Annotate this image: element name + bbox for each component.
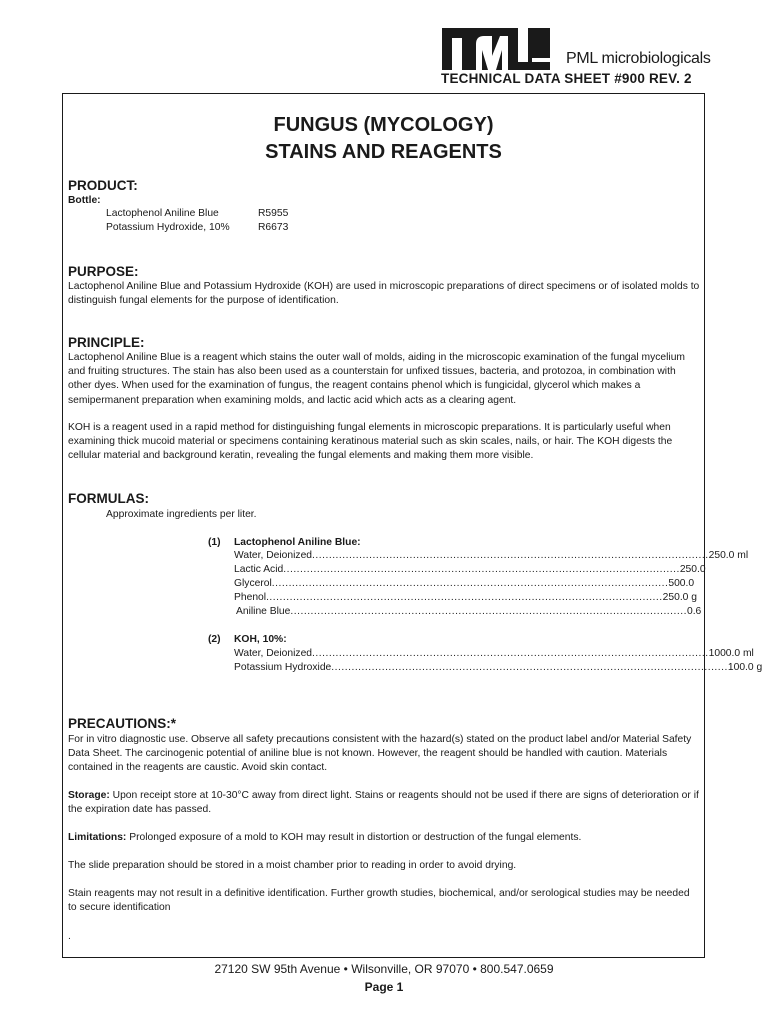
ingredient-name: Aniline Blue bbox=[236, 606, 291, 617]
formula-row bbox=[234, 563, 706, 577]
formulas-intro: Approximate ingredients per liter. bbox=[106, 509, 257, 520]
leader-dots: ...................................................................................................................... bbox=[312, 648, 709, 659]
brand-name: PML microbiologicals bbox=[566, 50, 711, 67]
leader-dots: ...................................................................................................................... bbox=[290, 606, 687, 617]
storage-paragraph bbox=[68, 789, 700, 817]
ingredient-amount: 100.0 g bbox=[727, 662, 763, 673]
ingredient-amount: 500.0 bbox=[668, 578, 695, 589]
formula-name: Lactophenol Aniline Blue: bbox=[234, 537, 361, 548]
limitations-text: Prolonged exposure of a mold to KOH may result in distortion or destruction of the fungal elements. bbox=[126, 832, 582, 843]
ingredient-name: Phenol bbox=[234, 592, 267, 603]
precautions-heading: PRECAUTIONS:* bbox=[68, 716, 177, 731]
title-line-1: FUNGUS (MYCOLOGY) bbox=[273, 114, 494, 136]
trailing-dot: . bbox=[68, 931, 71, 942]
ingredient-amount: 250.0 g bbox=[662, 592, 697, 603]
leader-dots: ...................................................................................................................... bbox=[331, 662, 728, 673]
formula-row bbox=[234, 591, 697, 605]
limitations-paragraph bbox=[68, 831, 700, 845]
precautions-text: For in vitro diagnostic use. Observe all safety precautions consistent with the hazard(s) stated on the product label and/or Material Safety Data Sheet. The carcinogenic potential of aniline blue is not known. However, the reagent should be handled with caution. Materials contained in the reagents are caustic. Avoid skin contact. bbox=[68, 734, 692, 774]
product-code: R6673 bbox=[258, 222, 289, 233]
product-name: Potassium Hydroxide, 10% bbox=[106, 222, 230, 233]
ingredient-name: Water, Deionized bbox=[234, 550, 313, 561]
ingredient-amount: 1000.0 ml bbox=[708, 648, 754, 659]
ingredient-name: Water, Deionized bbox=[234, 648, 313, 659]
ingredient-name: Lactic Acid bbox=[234, 564, 284, 575]
principle-paragraph-2: KOH is a reagent used in a rapid method for distinguishing fungal elements in microscopic preparations. It is particularly useful when examining thick mucoid material or specimens containing keratinous material such as skin scales, nails, or hair. The KOH digests the cellular material and background keratin, revealing the fungal elements and making them more visible. bbox=[68, 422, 673, 462]
footer-address: 27120 SW 95th Avenue • Wilsonville, OR 97070 • 800.547.0659 bbox=[214, 962, 554, 976]
purpose-heading: PURPOSE: bbox=[68, 264, 139, 279]
title-line-2: STAINS AND REAGENTS bbox=[265, 141, 502, 163]
product-heading: PRODUCT: bbox=[68, 178, 138, 193]
formula-name: KOH, 10%: bbox=[234, 634, 287, 645]
leader-dots: ...................................................................................................................... bbox=[312, 550, 709, 561]
formula-row bbox=[234, 577, 695, 591]
leader-dots: ...................................................................................................................... bbox=[283, 564, 680, 575]
ingredient-name: Potassium Hydroxide bbox=[234, 662, 332, 673]
leader-dots: ...................................................................................................................... bbox=[266, 592, 663, 603]
formula-number: (1) bbox=[208, 537, 221, 548]
principle-heading: PRINCIPLE: bbox=[68, 335, 145, 350]
leader-dots: ...................................................................................................................... bbox=[271, 578, 669, 589]
product-name: Lactophenol Aniline Blue bbox=[106, 208, 219, 219]
product-code: R5955 bbox=[258, 208, 289, 219]
storage-label: Storage: bbox=[68, 790, 110, 801]
ingredient-name: Glycerol bbox=[234, 578, 272, 589]
formulas-heading: FORMULAS: bbox=[68, 491, 149, 506]
purpose-text: Lactophenol Aniline Blue and Potassium Hydroxide (KOH) are used in microscopic preparations of direct specimens or of isolated molds to distinguish fungal elements for the purpose of identification. bbox=[68, 281, 700, 307]
container-label: Bottle: bbox=[68, 195, 101, 206]
ingredient-amount: 250.0 ml bbox=[708, 550, 749, 561]
principle-paragraph-1: Lactophenol Aniline Blue is a reagent which stains the outer wall of molds, aiding in the microscopic examination of the fungal mycelium and fruiting structures. The stain has also been used as a counterstain for unfixed tissues, bacteria, and protozoa, in combination with other dyes. When used for the examination of fungus, the reagent contains phenol which is fungicidal, glycerol which makes a semipermanent preparation when examining molds, and lactic acid which acts as a clearing agent. bbox=[68, 352, 686, 406]
formula-row bbox=[234, 661, 763, 675]
storage-text: Upon receipt store at 10-30°C away from direct light. Stains or reagents should not be used if there are signs of deterioration or if the expiration date has passed. bbox=[68, 790, 699, 816]
ingredient-amount: 0.6 bbox=[686, 606, 702, 617]
ingredient-amount: 250.0 bbox=[679, 564, 706, 575]
formula-row bbox=[236, 605, 702, 619]
doc-id: TECHNICAL DATA SHEET #900 REV. 2 bbox=[441, 71, 692, 86]
formula-row bbox=[234, 549, 749, 563]
stain-limitations-text: Stain reagents may not result in a definitive identification. Further growth studies, biochemical, and/or serological studies may be needed to secure identification bbox=[68, 888, 690, 914]
formula-number: (2) bbox=[208, 634, 221, 645]
slide-storage-text: The slide preparation should be stored in a moist chamber prior to reading in order to avoid drying. bbox=[68, 860, 517, 871]
page-number: Page 1 bbox=[364, 980, 404, 994]
formula-row bbox=[234, 647, 754, 661]
limitations-label: Limitations: bbox=[68, 832, 127, 843]
pml-logo bbox=[442, 28, 550, 70]
